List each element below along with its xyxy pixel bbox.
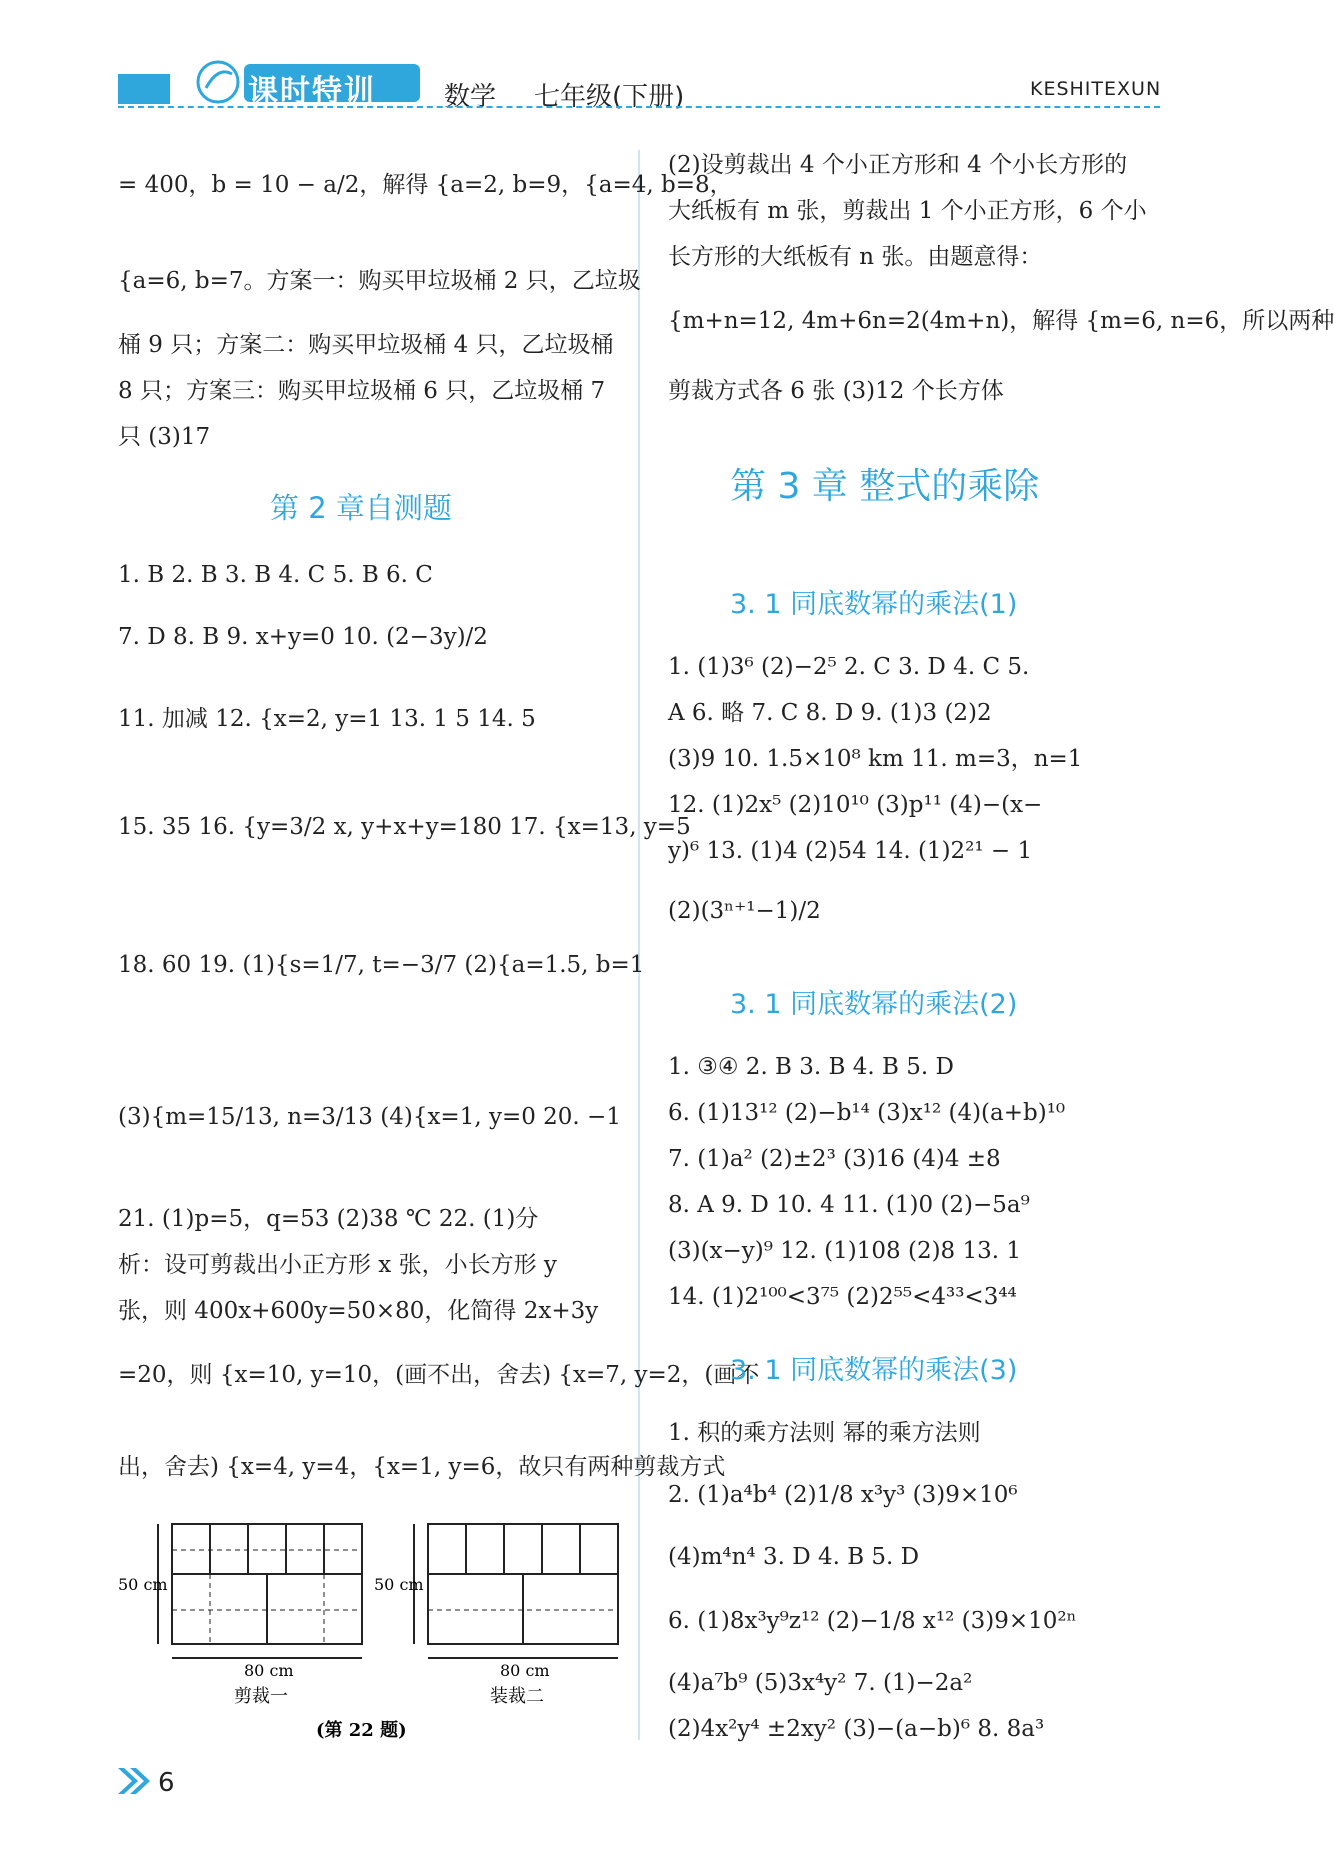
- section-3-1-2-title: 3. 1 同底数幂的乘法(2): [730, 989, 1018, 1020]
- right-line-5: 剪裁方式各 6 张 (3)12 个长方体: [668, 378, 1004, 404]
- cutting-diagram-figure: [118, 1510, 638, 1740]
- fig1-caption: 剪裁一: [234, 1686, 288, 1707]
- answers-row-9: 张，则 400x+600y=50×80，化简得 2x+3y: [118, 1298, 599, 1324]
- s1-row-6: (2)(3ⁿ⁺¹−1)/2: [668, 898, 821, 924]
- answers-row-4: 15. 35 16. {y=3/2 x, y+x+y=180 17. {x=13, y=5: [118, 814, 691, 840]
- answers-row-7: 21. (1)p=5，q=53 (2)38 ℃ 22. (1)分: [118, 1206, 539, 1232]
- s1-row-4: 12. (1)2x⁵ (2)10¹⁰ (3)p¹¹ (4)−(x−: [668, 792, 1043, 818]
- left-line-1: = 400，b = 10 − a/2，解得 {a=2, b=9，{a=4, b=8，: [118, 172, 733, 198]
- section-3-1-1-title: 3. 1 同底数幂的乘法(1): [730, 589, 1018, 620]
- s3-row-4: 6. (1)8x³y⁹z¹² (2)−1/8 x¹² (3)9×10²ⁿ: [668, 1608, 1077, 1634]
- fig2-caption: 装裁二: [490, 1686, 544, 1707]
- column-divider: [638, 150, 640, 1740]
- page-number: 6: [158, 1768, 175, 1798]
- s3-row-5: (4)a⁷b⁹ (5)3x⁴y² 7. (1)−2a²: [668, 1670, 973, 1696]
- grade-label: 七年级(下册): [534, 82, 685, 112]
- s3-row-6: (2)4x²y⁴ ±2xy² (3)−(a−b)⁶ 8. 8a³: [668, 1716, 1045, 1742]
- brand-pinyin: KESHITEXUN: [1030, 78, 1162, 100]
- s2-row-1: 1. ③④ 2. B 3. B 4. B 5. D: [668, 1054, 954, 1080]
- fig1-height-label: 50 cm: [118, 1575, 168, 1594]
- right-line-4: {m+n=12, 4m+6n=2(4m+n)，解得 {m=6, n=6，所以两种: [668, 308, 1334, 334]
- left-line-3: 桶 9 只；方案二：购买甲垃圾桶 4 只，乙垃圾桶: [118, 332, 614, 358]
- s3-row-3: (4)m⁴n⁴ 3. D 4. B 5. D: [668, 1544, 920, 1570]
- s1-row-5: y)⁶ 13. (1)4 (2)54 14. (1)2²¹ − 1: [668, 838, 1033, 864]
- s2-row-6: 14. (1)2¹⁰⁰<3⁷⁵ (2)2⁵⁵<4³³<3⁴⁴: [668, 1284, 1017, 1310]
- right-line-3: 长方形的大纸板有 n 张。由题意得：: [668, 244, 1043, 270]
- s3-row-2: 2. (1)a⁴b⁴ (2)1/8 x³y³ (3)9×10⁶: [668, 1482, 1018, 1508]
- double-chevron-icon: [116, 1766, 152, 1796]
- answers-row-8: 析：设可剪裁出小正方形 x 张，小长方形 y: [118, 1252, 557, 1278]
- figure-caption: (第 22 题): [316, 1720, 407, 1741]
- fig2-height-label: 50 cm: [374, 1575, 424, 1594]
- s2-row-2: 6. (1)13¹² (2)−b¹⁴ (3)x¹² (4)(a+b)¹⁰: [668, 1100, 1066, 1126]
- header-accent-bar: [118, 74, 170, 104]
- left-line-4: 8 只；方案三：购买甲垃圾桶 6 只，乙垃圾桶 7: [118, 378, 606, 404]
- chapter-2-test-title: 第 2 章自测题: [270, 491, 452, 525]
- answers-row-1: 1. B 2. B 3. B 4. C 5. B 6. C: [118, 562, 433, 588]
- right-line-1: (2)设剪裁出 4 个小正方形和 4 个小长方形的: [668, 152, 1128, 178]
- chapter-3-title: 第 3 章 整式的乘除: [730, 466, 1040, 507]
- section-3-1-3-title: 3. 1 同底数幂的乘法(3): [730, 1355, 1018, 1386]
- brand-name: 课时特训: [248, 74, 376, 109]
- s2-row-5: (3)(x−y)⁹ 12. (1)108 (2)8 13. 1: [668, 1238, 1022, 1264]
- left-line-2: {a=6, b=7。方案一：购买甲垃圾桶 2 只，乙垃圾: [118, 268, 641, 294]
- subject-label: 数学: [444, 82, 497, 112]
- right-line-2: 大纸板有 m 张，剪裁出 1 个小正方形，6 个小: [668, 198, 1147, 224]
- s2-row-3: 7. (1)a² (2)±2³ (3)16 (4)4 ±8: [668, 1146, 1001, 1172]
- fig2-width-label: 80 cm: [500, 1661, 550, 1680]
- s1-row-3: (3)9 10. 1.5×10⁸ km 11. m=3，n=1: [668, 746, 1083, 772]
- s1-row-2: A 6. 略 7. C 8. D 9. (1)3 (2)2: [668, 700, 992, 726]
- s2-row-4: 8. A 9. D 10. 4 11. (1)0 (2)−5a⁹: [668, 1192, 1030, 1218]
- s3-row-1: 1. 积的乘方法则 幂的乘方法则: [668, 1420, 981, 1446]
- answers-row-3: 11. 加减 12. {x=2, y=1 13. 1 5 14. 5: [118, 706, 536, 732]
- answers-row-10: =20，则 {x=10, y=10，(画不出，舍去) {x=7, y=2，(画不: [118, 1362, 760, 1388]
- answers-row-11: 出，舍去) {x=4, y=4，{x=1, y=6，故只有两种剪裁方式: [118, 1454, 726, 1480]
- header-divider: [118, 106, 1160, 108]
- answers-row-6: (3){m=15/13, n=3/13 (4){x=1, y=0 20. −1: [118, 1104, 621, 1130]
- answers-row-5: 18. 60 19. (1){s=1/7, t=−3/7 (2){a=1.5, b=1: [118, 952, 645, 978]
- answers-row-2: 7. D 8. B 9. x+y=0 10. (2−3y)/2: [118, 624, 488, 650]
- fig1-width-label: 80 cm: [244, 1661, 294, 1680]
- left-line-5: 只 (3)17: [118, 424, 211, 450]
- s1-row-1: 1. (1)3⁶ (2)−2⁵ 2. C 3. D 4. C 5.: [668, 654, 1030, 680]
